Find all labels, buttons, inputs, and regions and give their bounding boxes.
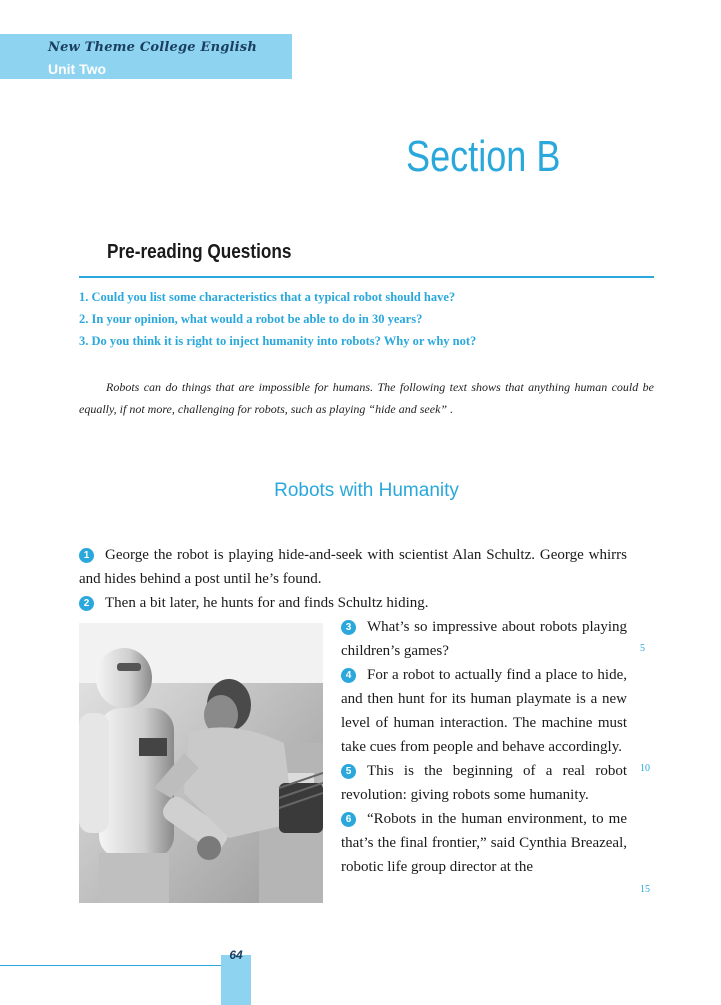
paragraph-6: [341, 807, 627, 879]
question-item: 1. Could you list some characteristics that a typical robot should have?: [79, 290, 456, 304]
paragraph-number-badge: 3: [341, 620, 356, 635]
unit-label: Unit Two: [48, 61, 107, 77]
paragraph-number-badge: 4: [341, 668, 356, 683]
pre-reading-heading: Pre-reading Questions: [107, 241, 292, 263]
paragraph-text: “Robots in the human environment, to me that’s the final frontier,” said Cynthia Breazeal, robotic life group director at the: [341, 811, 627, 875]
paragraph-text: George the robot is playing hide-and-seek with scientist Alan Schultz. George whirrs and hides behind a post until he’s found.: [79, 547, 627, 587]
heading-divider: [79, 276, 654, 278]
line-number: 15: [640, 884, 650, 895]
intro-paragraph: Robots can do things that are impossible for humans. The following text shows that anything human could be equally, if not more, challenging for robots, such as playing “hide and seek” .: [79, 380, 654, 416]
paragraph-3: [341, 615, 627, 663]
paragraph-text: Then a bit later, he hunts for and finds Schultz hiding.: [105, 595, 429, 611]
page-number: 64: [229, 948, 243, 962]
book-series-title: New Theme College English: [48, 40, 257, 55]
question-item: 2. In your opinion, what would a robot be able to do in 30 years?: [79, 312, 423, 326]
reading-title: Robots with Humanity: [274, 480, 459, 501]
robot-photo: [79, 623, 323, 903]
paragraph-number-badge: 1: [79, 548, 94, 563]
page-number-tab: [221, 955, 251, 1005]
paragraph-number-badge: 6: [341, 812, 356, 827]
paragraph-number-badge: 5: [341, 764, 356, 779]
paragraph-5: [341, 759, 627, 807]
line-number: 10: [640, 763, 650, 774]
paragraph-text: For a robot to actually find a place to hide, and then hunt for its human playmate is a new level of human interaction. The machine must take cues from people and behave accordingly.: [341, 667, 627, 755]
section-title: Section B: [406, 132, 561, 181]
paragraph-text: What’s so impressive about robots playing children’s games?: [341, 619, 627, 659]
paragraph-number-badge: 2: [79, 596, 94, 611]
side-column-text: [341, 615, 627, 879]
line-number: 5: [640, 643, 645, 654]
paragraph-4: [341, 663, 627, 759]
paragraph-2: [79, 591, 627, 615]
paragraph-1: [79, 543, 627, 591]
paragraph-text: This is the beginning of a real robot revolution: giving robots some humanity.: [341, 763, 627, 803]
question-item: 3. Do you think it is right to inject humanity into robots? Why or why not?: [79, 334, 477, 348]
pre-reading-questions: [79, 289, 659, 355]
footer-rule: [0, 965, 221, 966]
